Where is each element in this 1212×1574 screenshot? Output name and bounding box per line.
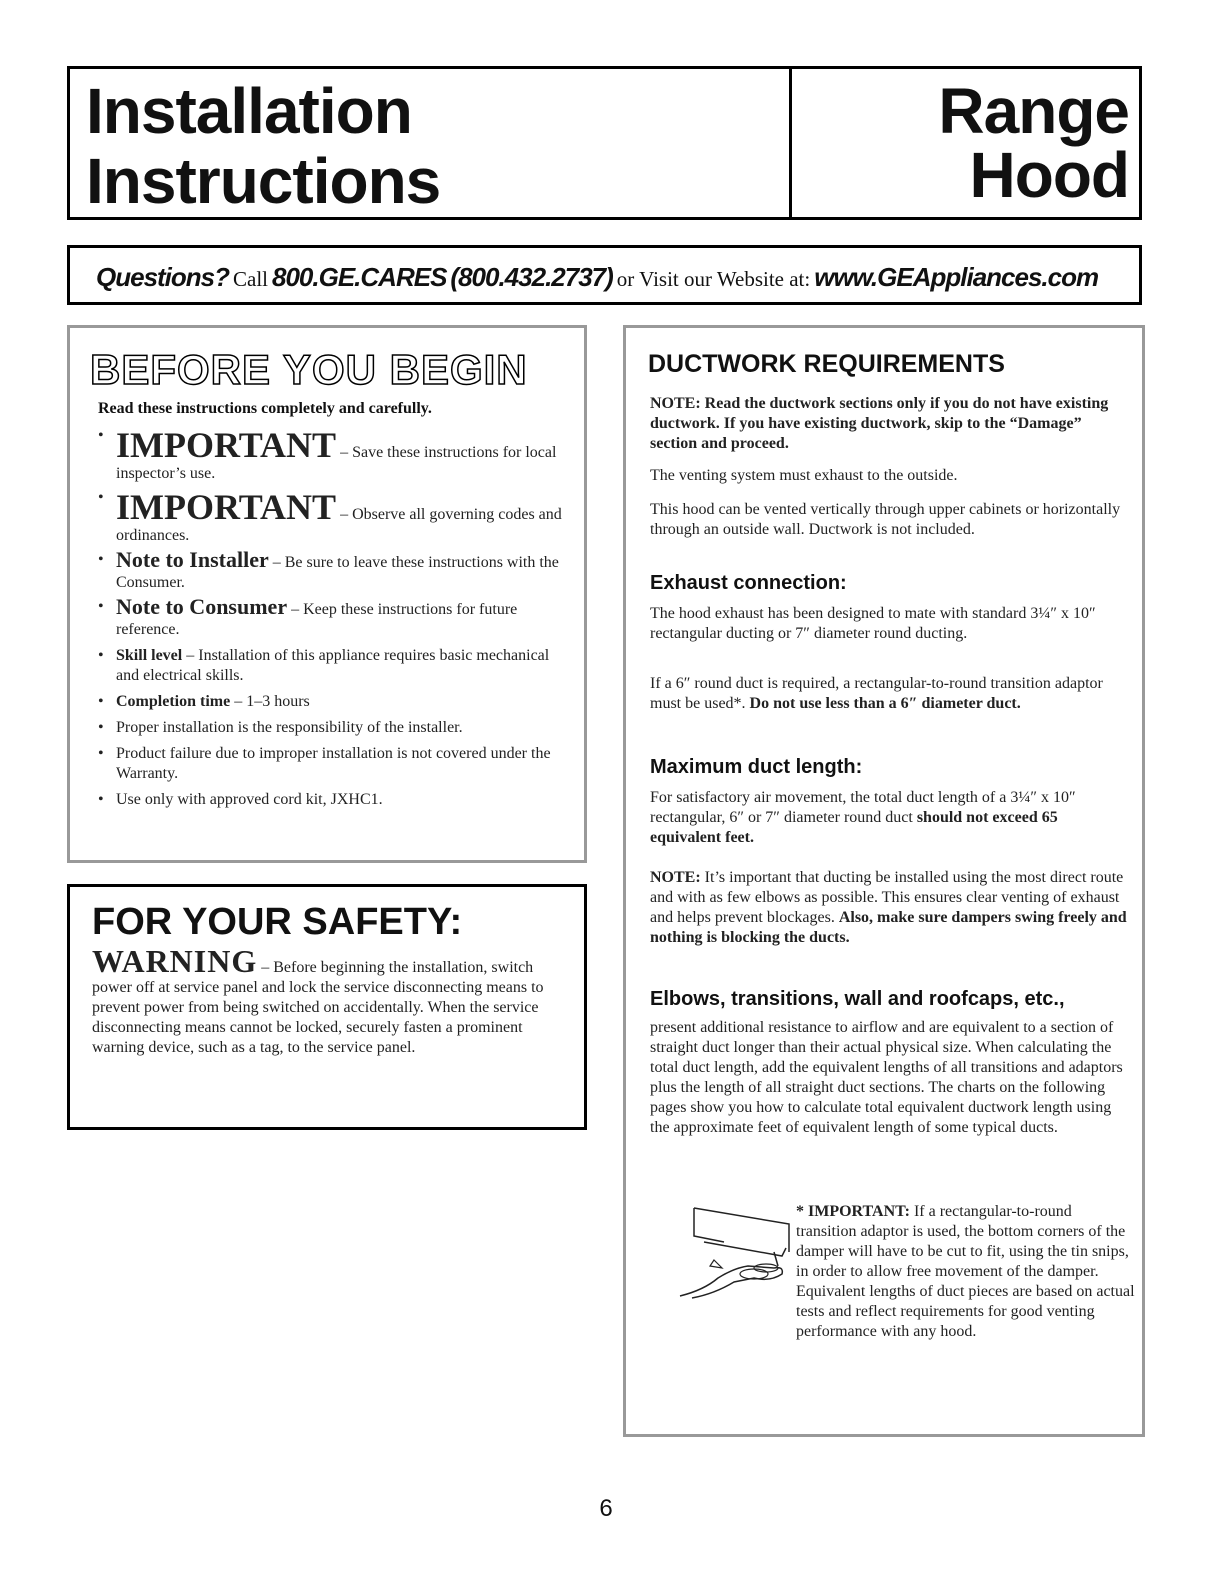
list-item (98, 646, 568, 686)
visit-label: or Visit our Website at: (616, 267, 811, 291)
bullet-icon: • (98, 693, 104, 710)
note2-text: It’s important that ducting be installed using the most direct route and with as few elbows as possible. This ensures clear venting of exhaust and helps prevent blockages. (650, 869, 1124, 926)
item-label: Skill level (116, 647, 183, 664)
warning-text: – Before beginning the installation, switch power off at service panel and lock the service disconnecting means to prevent power from being switched on accidentally. When the service disconnecting means cannot be locked, securely fasten a prominent warning device, such as a tag, to the service panel. (92, 959, 544, 1056)
item-text: – Save these instructions for local inspector’s use. (116, 444, 557, 482)
warning-label: WARNING (92, 943, 258, 979)
item-label: Note to Consumer (116, 594, 288, 619)
max-duct-bold: should not exceed 65 equivalent feet. (650, 809, 1058, 846)
elbows-heading: Elbows, transitions, wall and roofcaps, etc., (650, 988, 1065, 1010)
product-name: Range Hood (938, 75, 1129, 211)
item-label: Completion time (116, 693, 231, 710)
page-title-line1: Installation (86, 75, 412, 147)
list-item (98, 488, 568, 546)
exhaust-p2-bold: Do not use less than a 6″ diameter duct. (749, 695, 1021, 712)
exhaust-p2 (650, 674, 1130, 714)
warning-block (92, 943, 570, 1058)
item-text: – Observe all governing codes and ordinances. (116, 506, 562, 544)
max-duct-heading: Maximum duct length: (650, 756, 863, 778)
note2-bold: Also, make sure dampers swing freely and nothing is blocking the ducts. (650, 909, 1127, 946)
page-number: 6 (599, 1495, 613, 1522)
ductwork-p1: The venting system must exhaust to the outside. (650, 467, 958, 484)
bullet-icon: • (98, 745, 104, 762)
item-text: Proper installation is the responsibility of the installer. (116, 719, 463, 736)
safety-heading: FOR YOUR SAFETY: (92, 901, 463, 943)
bullet-icon: • (98, 489, 104, 506)
bullet-icon: • (98, 647, 104, 664)
item-text: Use only with approved cord kit, JXHC1. (116, 791, 383, 808)
phone-number: (800.432.2737) (450, 262, 613, 292)
website-link[interactable]: www.GEAppliances.com (814, 262, 1099, 292)
max-duct-text (650, 788, 1130, 848)
item-label: Note to Installer (116, 547, 269, 572)
questions-label: Questions? (96, 262, 230, 292)
before-list (98, 426, 568, 810)
important-note (796, 1202, 1136, 1342)
list-item (98, 426, 568, 484)
title-box (67, 66, 1142, 220)
bullet-icon: • (98, 598, 104, 615)
list-item (98, 594, 568, 640)
ductwork-p2: This hood can be vented vertically through upper cabinets or horizontally through an outside wall. Ductwork is not included. (650, 501, 1121, 538)
note2-label: NOTE: (650, 869, 701, 886)
exhaust-heading: Exhaust connection: (650, 572, 847, 594)
item-label: IMPORTANT (116, 425, 337, 465)
important-label: * IMPORTANT: (796, 1203, 910, 1220)
before-intro: Read these instructions completely and carefully. (98, 400, 432, 417)
note2-block (650, 868, 1130, 948)
exhaust-p2-text: If a 6″ round duct is required, a rectangular-to-round transition adaptor must be used*. (650, 675, 1103, 712)
exhaust-p1: The hood exhaust has been designed to mate with standard 3¼″ x 10″ rectangular ducting or 7″ diameter round ducting. (650, 605, 1096, 642)
call-label: Call (233, 267, 269, 291)
max-duct-p: For satisfactory air movement, the total duct length of a 3¼″ x 10″ rectangular, 6″ or 7″ diameter round duct (650, 789, 1076, 826)
bullet-icon: • (98, 791, 104, 808)
list-item (98, 790, 568, 810)
elbows-text: present additional resistance to airflow and are equivalent to a section of straight duct longer than their actual physical size. When calculating the total duct length, add the equivalent lengths of all transitions and adaptors plus the length of all straight duct sections. The charts on the following pages show you how to calculate total equivalent ductwork length using the approximate feet of equivalent length of some typical ducts. (650, 1019, 1123, 1136)
title-right (792, 69, 1139, 217)
item-label: IMPORTANT (116, 487, 337, 527)
bullet-icon: • (98, 427, 104, 444)
questions-bar (67, 245, 1142, 305)
page-title-line2: Instructions (86, 145, 441, 217)
safety-panel (67, 884, 587, 1130)
ductwork-note: NOTE: Read the ductwork sections only if you do not have existing ductwork. If you have existing ductwork, skip to the “Damage” section and proceed. (650, 395, 1109, 452)
important-text: If a rectangular-to-round transition adaptor is used, the bottom corners of the damper will have to be cut to fit, using the tin snips, in order to allow free movement of the damper. Equivalent lengths of duct pieces are based on actual tests and reflect requirements for good venting performance with any hood. (796, 1203, 1135, 1340)
item-text: – Be sure to leave these instructions with the Consumer. (116, 554, 559, 591)
ductwork-panel (623, 325, 1145, 1437)
item-text: – 1–3 hours (234, 693, 310, 710)
list-item (98, 547, 568, 593)
bullet-icon: • (98, 719, 104, 736)
item-text: – Keep these instructions for future reference. (116, 601, 518, 638)
before-heading: BEFORE YOU BEGIN (90, 346, 528, 393)
ductwork-heading: DUCTWORK REQUIREMENTS (648, 350, 1005, 378)
list-item (98, 718, 568, 738)
phone-word: 800.GE.CARES (272, 262, 447, 292)
title-left (70, 69, 792, 217)
list-item (98, 744, 568, 784)
item-text: Product failure due to improper installation is not covered under the Warranty. (116, 745, 551, 782)
list-item (98, 692, 568, 712)
item-text: – Installation of this appliance requires basic mechanical and electrical skills. (116, 647, 550, 684)
bullet-icon: • (98, 551, 104, 568)
damper-snips-illustration (674, 1202, 804, 1312)
before-you-begin-panel (67, 325, 587, 863)
